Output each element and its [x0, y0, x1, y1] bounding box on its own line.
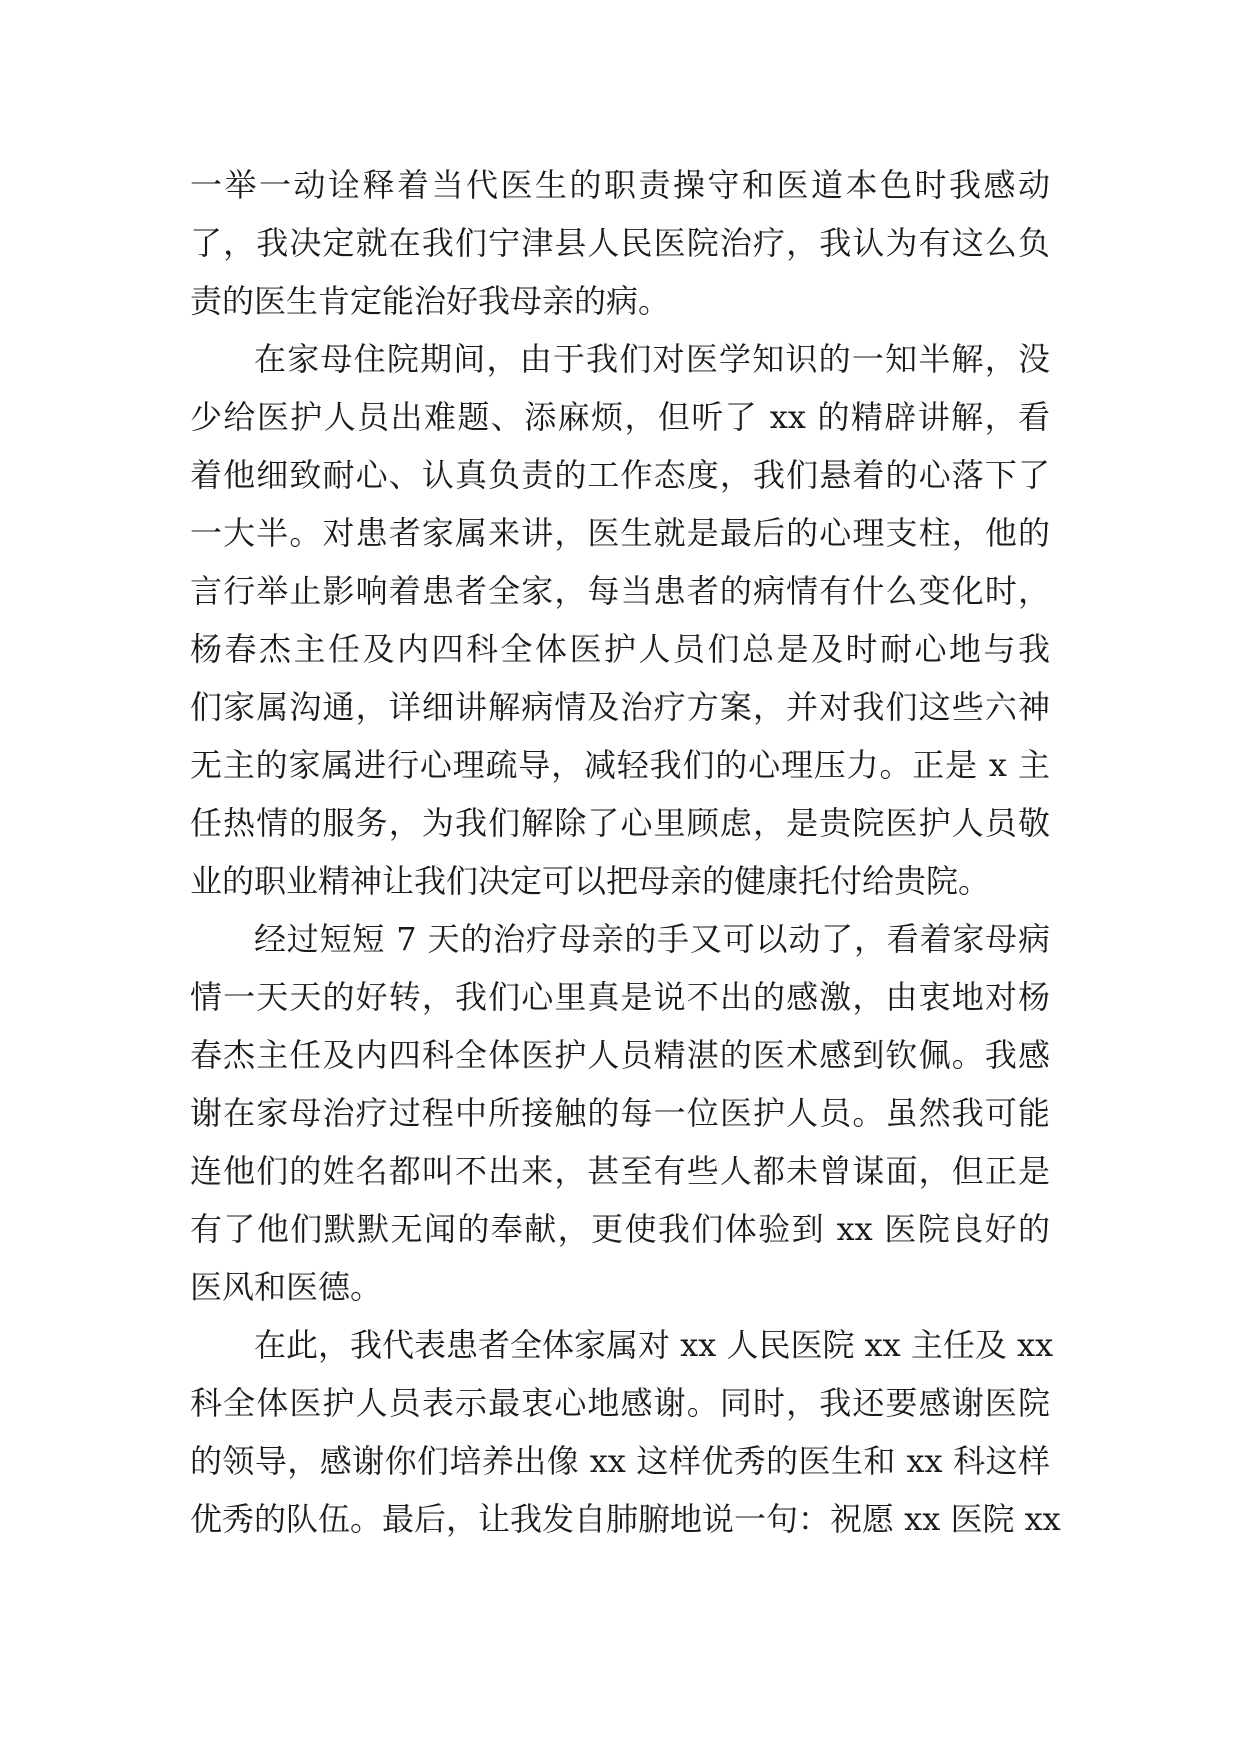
text-line: 春杰主任及内四科全体医护人员精湛的医术感到钦佩。我感 [190, 1036, 1050, 1074]
text-line: 无主的家属进行心理疏导，减轻我们的心理压力。正是 x 主 [190, 746, 1050, 784]
paragraph-4 [190, 1316, 1061, 1548]
text-line: 情一天天的好转，我们心里真是说不出的感激，由衷地对杨 [190, 978, 1050, 1016]
text-line: 在此，我代表患者全体家属对 xx 人民医院 xx 主任及 xx [254, 1326, 1054, 1364]
text-line: 在家母住院期间，由于我们对医学知识的一知半解，没 [254, 340, 1050, 378]
text-line: 责的医生肯定能治好我母亲的病。 [190, 282, 671, 320]
text-line: 任热情的服务，为我们解除了心里顾虑，是贵院医护人员敬 [190, 804, 1050, 842]
paragraph-3 [190, 910, 1050, 1316]
text-line: 少给医护人员出难题、添麻烦，但听了 xx 的精辟讲解，看 [190, 398, 1050, 436]
paragraph-2 [190, 330, 1050, 910]
text-line: 了，我决定就在我们宁津县人民医院治疗，我认为有这么负 [190, 224, 1050, 262]
text-line: 一大半。对患者家属来讲，医生就是最后的心理支柱，他的 [190, 514, 1050, 552]
body-text [190, 156, 1061, 1548]
text-line: 的领导，感谢你们培养出像 xx 这样优秀的医生和 xx 科这样 [190, 1442, 1050, 1480]
text-line: 谢在家母治疗过程中所接触的每一位医护人员。虽然我可能 [190, 1094, 1050, 1132]
text-line: 言行举止影响着患者全家，每当患者的病情有什么变化时， [190, 572, 1050, 610]
text-line: 优秀的队伍。最后，让我发自肺腑地说一句：祝愿 xx 医院 xx [190, 1500, 1061, 1538]
text-line: 科全体医护人员表示最衷心地感谢。同时，我还要感谢医院 [190, 1384, 1050, 1422]
text-line: 一举一动诠释着当代医生的职责操守和医道本色时我感动 [190, 166, 1050, 204]
text-line: 着他细致耐心、认真负责的工作态度，我们悬着的心落下了 [190, 456, 1050, 494]
text-line: 业的职业精神让我们决定可以把母亲的健康托付给贵院。 [190, 862, 991, 900]
text-line: 有了他们默默无闻的奉献，更使我们体验到 xx 医院良好的 [190, 1210, 1050, 1248]
text-line: 医风和医德。 [190, 1268, 383, 1306]
text-line: 们家属沟通，详细讲解病情及治疗方案，并对我们这些六神 [190, 688, 1050, 726]
text-line: 经过短短 7 天的治疗母亲的手又可以动了，看着家母病 [254, 920, 1050, 958]
text-line: 杨春杰主任及内四科全体医护人员们总是及时耐心地与我 [190, 630, 1050, 668]
text-line: 连他们的姓名都叫不出来，甚至有些人都未曾谋面，但正是 [190, 1152, 1050, 1190]
paragraph-1 [190, 156, 1050, 330]
